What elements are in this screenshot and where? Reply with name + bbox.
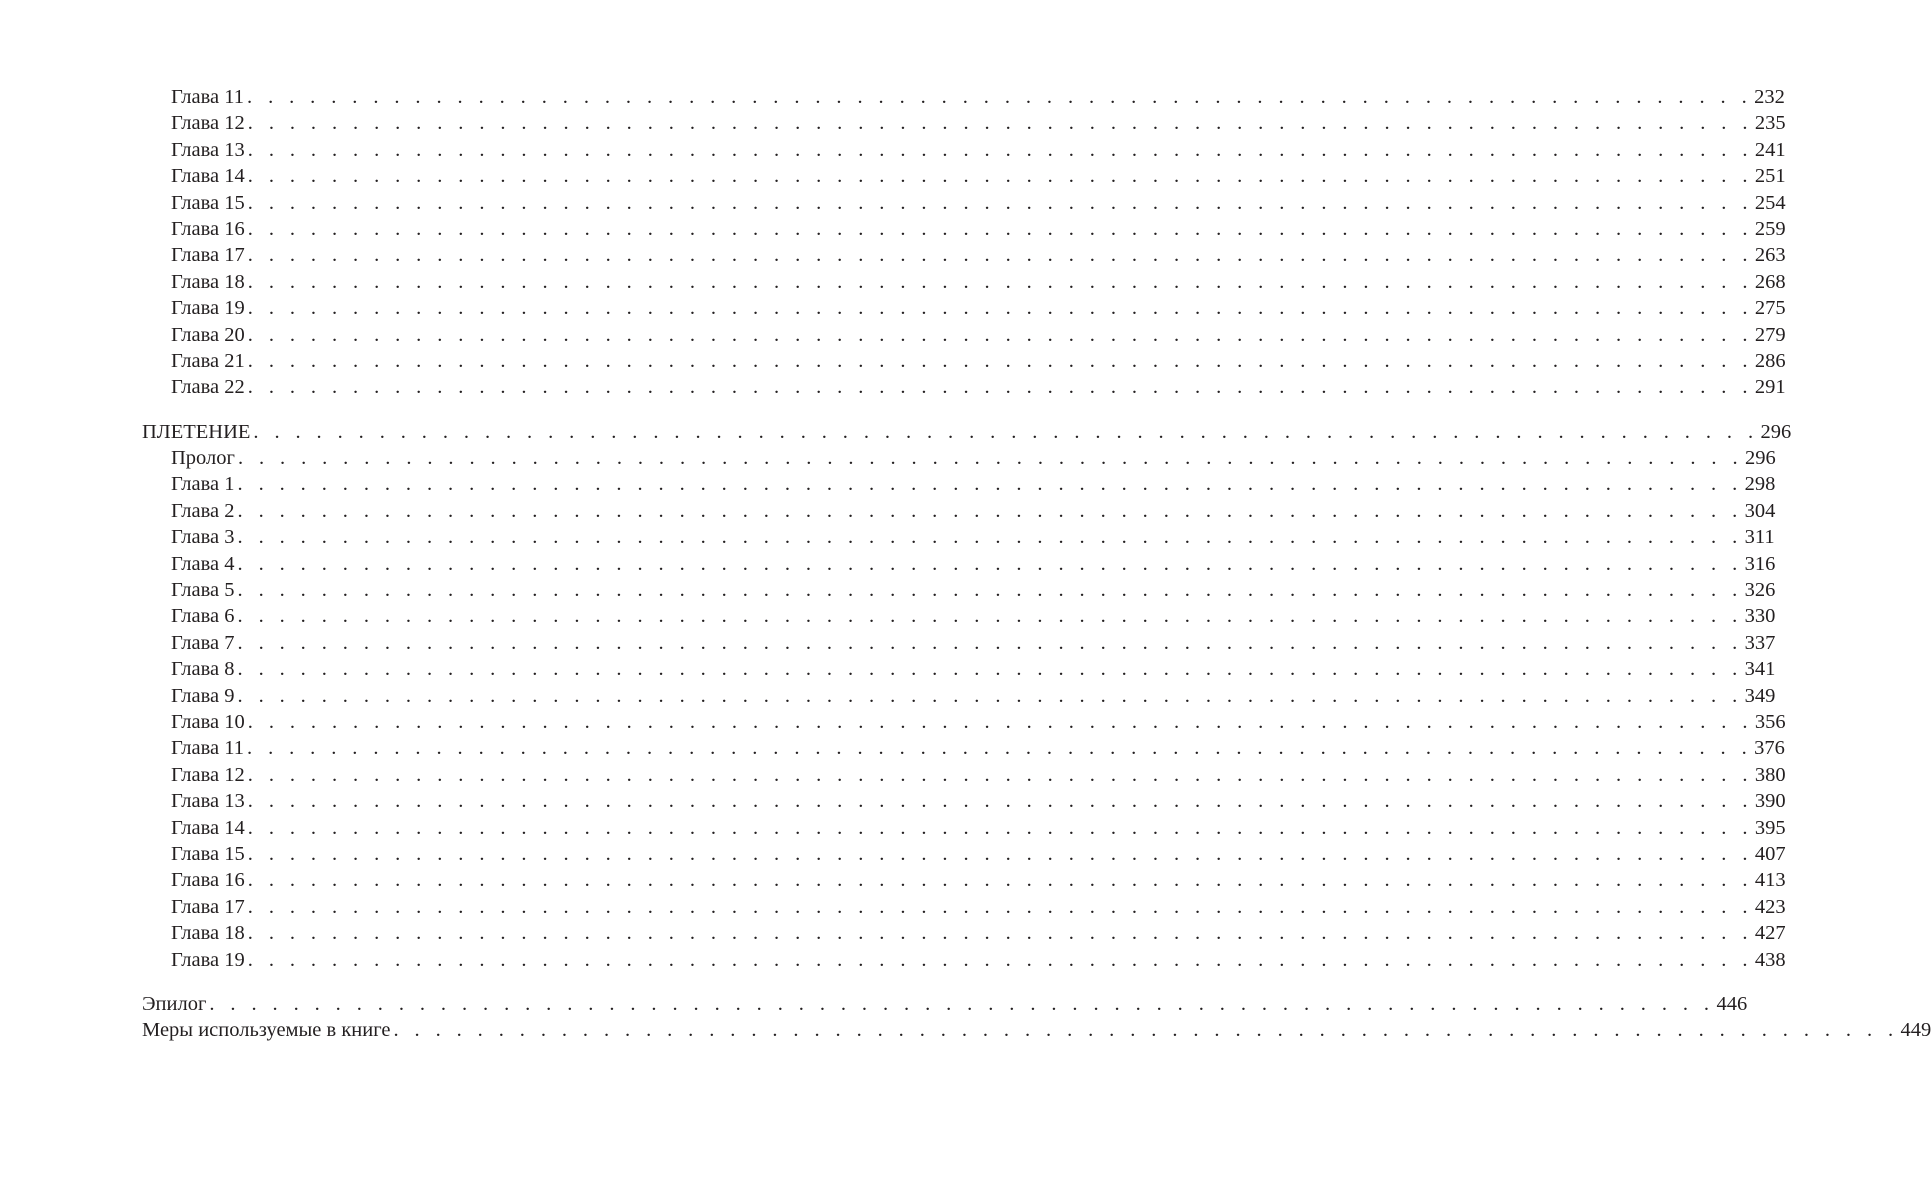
toc-entry-title: Глава 6 — [171, 605, 235, 628]
dot-leader: . . . . . . . . . . . . . . . . . . . . . . . . . . . . . . . . . . . . . . . . . . . . . . . . . . . . . . . . . . . . . . . . . . . . . . . . — [247, 842, 1753, 865]
toc-entry — [142, 920, 1786, 946]
dot-leader: . . . . . . . . . . . . . . . . . . . . . . . . . . . . . . . . . . . . . . . . . . . . . . . . . . . . . . . . . . . . . . . . . . . . . . . . — [237, 499, 1743, 522]
toc-entry-title: Глава 5 — [171, 579, 235, 602]
toc-entry-title: Глава 4 — [171, 552, 235, 575]
toc-entry-page-number: 296 — [1745, 447, 1776, 470]
toc-entry-title: Глава 12 — [171, 112, 245, 135]
toc-entry-title: Глава 20 — [171, 323, 245, 346]
toc-entry — [142, 498, 1776, 524]
toc-entry-title: Глава 13 — [171, 138, 245, 161]
toc-entry — [142, 762, 1786, 788]
toc-entry-page-number: 268 — [1754, 270, 1786, 293]
toc-entry-page-number: 298 — [1744, 473, 1776, 496]
toc-entry-title: Эпилог — [142, 992, 207, 1015]
toc-entry — [142, 603, 1776, 629]
dot-leader: . . . . . . . . . . . . . . . . . . . . . . . . . . . . . . . . . . . . . . . . . . . . . . . . . . . . . . . . . . . . . . . . . . . . . . . . — [247, 217, 1753, 240]
toc-entry — [142, 683, 1776, 709]
toc-entry-title: Глава 18 — [171, 922, 245, 945]
toc-entry-page-number: 232 — [1754, 86, 1785, 108]
dot-leader: . . . . . . . . . . . . . . . . . . . . . . . . . . . . . . . . . . . . . . . . . . . . . . . . . . . . . . . . . . . . . . . . . . . . . . . . — [247, 816, 1753, 839]
toc-entry-title: Глава 15 — [171, 842, 245, 865]
toc-entry — [142, 735, 1785, 761]
toc-entry-title: Глава 17 — [171, 895, 245, 918]
toc-entry — [142, 242, 1786, 268]
toc-section — [142, 991, 1931, 1044]
toc-entry-page-number: 349 — [1744, 684, 1776, 707]
dot-leader: . . . . . . . . . . . . . . . . . . . . . . . . . . . . . . . . . . . . . . . . . . . . . . . . . . . . . . . . . . . . . . . . . . . . . . . . — [237, 658, 1743, 681]
toc-entry-title: Глава 3 — [171, 526, 235, 549]
toc-entry-page-number: 286 — [1754, 349, 1786, 372]
dot-leader: . . . . . . . . . . . . . . . . . . . . . . . . . . . . . . . . . . . . . . . . . . . . . . . . . . . . . . . . . . . . . . . . . . . . . . . . — [247, 323, 1753, 346]
table-of-contents — [142, 84, 1931, 1044]
toc-entry — [142, 295, 1786, 321]
toc-entry-title: Меры используемые в книге — [142, 1019, 391, 1042]
toc-entry — [142, 216, 1786, 242]
toc-entry — [142, 269, 1786, 295]
dot-leader: . . . . . . . . . . . . . . . . . . . . . . . . . . . . . . . . . . . . . . . . . . . . . . . . . . . . . . . . . . . . . . . . . . . . . . . . — [247, 895, 1753, 918]
toc-entry-title: Глава 14 — [171, 816, 245, 839]
dot-leader: . . . . . . . . . . . . . . . . . . . . . . . . . . . . . . . . . . . . . . . . . . . . . . . . . . . . . . . . . . . . . . . . . . . . . . . . — [247, 922, 1753, 945]
dot-leader: . . . . . . . . . . . . . . . . . . . . . . . . . . . . . . . . . . . . . . . . . . . . . . . . . . . . . . . . . . . . . . . . . . . . . . . . — [247, 948, 1753, 971]
dot-leader: . . . . . . . . . . . . . . . . . . . . . . . . . . . . . . . . . . . . . . . . . . . . . . . . . . . . . . . . . . . . . . . . . . . . . . . . — [237, 631, 1743, 654]
toc-entry-title: Глава 21 — [171, 349, 245, 372]
dot-leader: . . . . . . . . . . . . . . . . . . . . . . . . . . . . . . . . . . . . . . . . . . . . . . . . . . . . . . . . . . . . . . . . . . . . . . . . — [237, 552, 1743, 575]
toc-entry-page-number: 376 — [1754, 737, 1785, 760]
dot-leader: . . . . . . . . . . . . . . . . . . . . . . . . . . . . . . . . . . . . . . . . . . . . . . . . . . . . . . . . . . . . . . . . . . . . . . . . — [247, 790, 1753, 813]
toc-entry — [142, 471, 1776, 497]
dot-leader: . . . . . . . . . . . . . . . . . . . . . . . . . . . . . . . . . . . . . . . . . . . . . . . . . . . . . . . . . . . . . . . . . . . . . . . . — [247, 86, 1753, 108]
dot-leader: . . . . . . . . . . . . . . . . . . . . . . . . . . . . . . . . . . . . . . . . . . . . . . . . . . . . . . . . . . . . . . . . . . . . . . . . — [247, 869, 1753, 892]
toc-entry-page-number: 263 — [1754, 244, 1786, 267]
toc-entry-page-number: 235 — [1754, 112, 1786, 135]
dot-leader: . . . . . . . . . . . . . . . . . . . . . . . . . . . . . . . . . . . . . . . . . . . . . . . . . . . . . . . . . . . . . . . . . . . . . . . . — [247, 191, 1753, 214]
dot-leader: . . . . . . . . . . . . . . . . . . . . . . . . . . . . . . . . . . . . . . . . . . . . . . . . . . . . . . . . . . . . . . . . . . . . . . . . — [237, 526, 1743, 549]
toc-entry — [142, 110, 1786, 136]
toc-entry-title: Глава 16 — [171, 869, 245, 892]
toc-entry — [142, 190, 1786, 216]
toc-entry — [142, 1017, 1931, 1043]
toc-entry-title: Глава 11 — [171, 737, 245, 760]
dot-leader: . . . . . . . . . . . . . . . . . . . . . . . . . . . . . . . . . . . . . . . . . . . . . . . . . . . . . . . . . . . . . . . . . . . . . . . . — [393, 1019, 1899, 1042]
toc-entry-title: Глава 12 — [171, 763, 245, 786]
toc-entry — [142, 322, 1786, 348]
dot-leader: . . . . . . . . . . . . . . . . . . . . . . . . . . . . . . . . . . . . . . . . . . . . . . . . . . . . . . . . . . . . . . . . . . . . . . . . — [247, 737, 1753, 760]
toc-entry — [142, 788, 1786, 814]
dot-leader: . . . . . . . . . . . . . . . . . . . . . . . . . . . . . . . . . . . . . . . . . . . . . . . . . . . . . . . . . . . . . . . . . . . . . . . . — [209, 992, 1715, 1015]
toc-entry-page-number: 341 — [1744, 658, 1776, 681]
toc-entry-title: Глава 9 — [171, 684, 235, 707]
toc-entry — [142, 815, 1786, 841]
toc-entry-page-number: 291 — [1754, 376, 1786, 399]
toc-entry-title: Глава 10 — [171, 710, 245, 733]
toc-entry-page-number: 296 — [1760, 420, 1792, 443]
toc-entry-page-number: 449 — [1900, 1019, 1931, 1042]
toc-entry-title: ПЛЕТЕНИЕ — [142, 420, 251, 443]
dot-leader: . . . . . . . . . . . . . . . . . . . . . . . . . . . . . . . . . . . . . . . . . . . . . . . . . . . . . . . . . . . . . . . . . . . . . . . . — [247, 376, 1753, 399]
toc-entry-title: Глава 8 — [171, 658, 235, 681]
toc-entry-page-number: 423 — [1754, 895, 1786, 918]
toc-entry-title: Глава 7 — [171, 631, 235, 654]
dot-leader: . . . . . . . . . . . . . . . . . . . . . . . . . . . . . . . . . . . . . . . . . . . . . . . . . . . . . . . . . . . . . . . . . . . . . . . . — [247, 244, 1753, 267]
toc-entry — [142, 656, 1776, 682]
toc-entry-title: Глава 19 — [171, 297, 245, 320]
toc-entry-page-number: 413 — [1754, 869, 1786, 892]
toc-section — [142, 419, 1792, 973]
toc-entry — [142, 841, 1786, 867]
toc-entry — [142, 947, 1786, 973]
toc-entry-title: Глава 13 — [171, 790, 245, 813]
toc-entry-page-number: 407 — [1754, 842, 1786, 865]
toc-entry-title: Глава 14 — [171, 165, 245, 188]
dot-leader: . . . . . . . . . . . . . . . . . . . . . . . . . . . . . . . . . . . . . . . . . . . . . . . . . . . . . . . . . . . . . . . . . . . . . . . . — [253, 420, 1759, 443]
dot-leader: . . . . . . . . . . . . . . . . . . . . . . . . . . . . . . . . . . . . . . . . . . . . . . . . . . . . . . . . . . . . . . . . . . . . . . . . — [247, 112, 1753, 135]
toc-entry-page-number: 279 — [1754, 323, 1786, 346]
toc-entry-title: Глава 17 — [171, 244, 245, 267]
dot-leader: . . . . . . . . . . . . . . . . . . . . . . . . . . . . . . . . . . . . . . . . . . . . . . . . . . . . . . . . . . . . . . . . . . . . . . . . — [247, 270, 1753, 293]
toc-entry-page-number: 311 — [1744, 526, 1775, 549]
toc-entry-page-number: 446 — [1716, 992, 1748, 1015]
toc-entry-page-number: 304 — [1744, 499, 1776, 522]
toc-entry — [142, 137, 1786, 163]
toc-entry — [142, 419, 1792, 445]
toc-entry-title: Глава 2 — [171, 499, 235, 522]
dot-leader: . . . . . . . . . . . . . . . . . . . . . . . . . . . . . . . . . . . . . . . . . . . . . . . . . . . . . . . . . . . . . . . . . . . . . . . . — [237, 579, 1743, 602]
dot-leader: . . . . . . . . . . . . . . . . . . . . . . . . . . . . . . . . . . . . . . . . . . . . . . . . . . . . . . . . . . . . . . . . . . . . . . . . — [247, 297, 1753, 320]
toc-entry — [142, 445, 1776, 471]
dot-leader: . . . . . . . . . . . . . . . . . . . . . . . . . . . . . . . . . . . . . . . . . . . . . . . . . . . . . . . . . . . . . . . . . . . . . . . . — [247, 165, 1753, 188]
toc-entry-page-number: 251 — [1754, 165, 1786, 188]
toc-entry-title: Глава 22 — [171, 376, 245, 399]
toc-entry-title: Глава 15 — [171, 191, 245, 214]
toc-entry — [142, 709, 1786, 735]
dot-leader: . . . . . . . . . . . . . . . . . . . . . . . . . . . . . . . . . . . . . . . . . . . . . . . . . . . . . . . . . . . . . . . . . . . . . . . . — [237, 447, 1744, 470]
toc-entry-title: Глава 16 — [171, 217, 245, 240]
dot-leader: . . . . . . . . . . . . . . . . . . . . . . . . . . . . . . . . . . . . . . . . . . . . . . . . . . . . . . . . . . . . . . . . . . . . . . . . — [247, 349, 1753, 372]
toc-entry — [142, 84, 1785, 110]
toc-entry-page-number: 330 — [1744, 605, 1776, 628]
toc-entry-page-number: 356 — [1754, 710, 1786, 733]
toc-entry — [142, 630, 1776, 656]
toc-entry — [142, 577, 1776, 603]
dot-leader: . . . . . . . . . . . . . . . . . . . . . . . . . . . . . . . . . . . . . . . . . . . . . . . . . . . . . . . . . . . . . . . . . . . . . . . . — [237, 684, 1743, 707]
toc-entry-page-number: 275 — [1754, 297, 1786, 320]
toc-entry — [142, 374, 1786, 400]
toc-entry — [142, 894, 1786, 920]
dot-leader: . . . . . . . . . . . . . . . . . . . . . . . . . . . . . . . . . . . . . . . . . . . . . . . . . . . . . . . . . . . . . . . . . . . . . . . . — [247, 763, 1753, 786]
toc-entry-title: Глава 19 — [171, 948, 245, 971]
toc-entry — [142, 163, 1786, 189]
toc-entry-page-number: 241 — [1754, 138, 1786, 161]
toc-section — [142, 84, 1786, 401]
toc-entry-page-number: 438 — [1754, 948, 1786, 971]
toc-entry-page-number: 380 — [1754, 763, 1786, 786]
toc-entry-page-number: 254 — [1754, 191, 1786, 214]
dot-leader: . . . . . . . . . . . . . . . . . . . . . . . . . . . . . . . . . . . . . . . . . . . . . . . . . . . . . . . . . . . . . . . . . . . . . . . . — [237, 605, 1743, 628]
toc-entry-title: Глава 11 — [171, 86, 245, 108]
toc-entry-page-number: 259 — [1754, 217, 1786, 240]
toc-entry — [142, 867, 1786, 893]
toc-entry-page-number: 326 — [1744, 579, 1776, 602]
toc-entry — [142, 348, 1786, 374]
toc-entry-title: Глава 18 — [171, 270, 245, 293]
dot-leader: . . . . . . . . . . . . . . . . . . . . . . . . . . . . . . . . . . . . . . . . . . . . . . . . . . . . . . . . . . . . . . . . . . . . . . . . — [237, 473, 1743, 496]
toc-entry-page-number: 395 — [1754, 816, 1786, 839]
toc-entry-page-number: 316 — [1744, 552, 1776, 575]
toc-entry-page-number: 390 — [1754, 790, 1786, 813]
toc-entry-page-number: 427 — [1754, 922, 1786, 945]
toc-entry-page-number: 337 — [1744, 631, 1776, 654]
toc-entry-title: Глава 1 — [171, 473, 235, 496]
dot-leader: . . . . . . . . . . . . . . . . . . . . . . . . . . . . . . . . . . . . . . . . . . . . . . . . . . . . . . . . . . . . . . . . . . . . . . . . — [247, 710, 1753, 733]
toc-entry-title: Пролог — [171, 447, 235, 470]
toc-entry — [142, 551, 1776, 577]
toc-entry — [142, 524, 1775, 550]
dot-leader: . . . . . . . . . . . . . . . . . . . . . . . . . . . . . . . . . . . . . . . . . . . . . . . . . . . . . . . . . . . . . . . . . . . . . . . . — [247, 138, 1753, 161]
toc-entry — [142, 991, 1748, 1017]
